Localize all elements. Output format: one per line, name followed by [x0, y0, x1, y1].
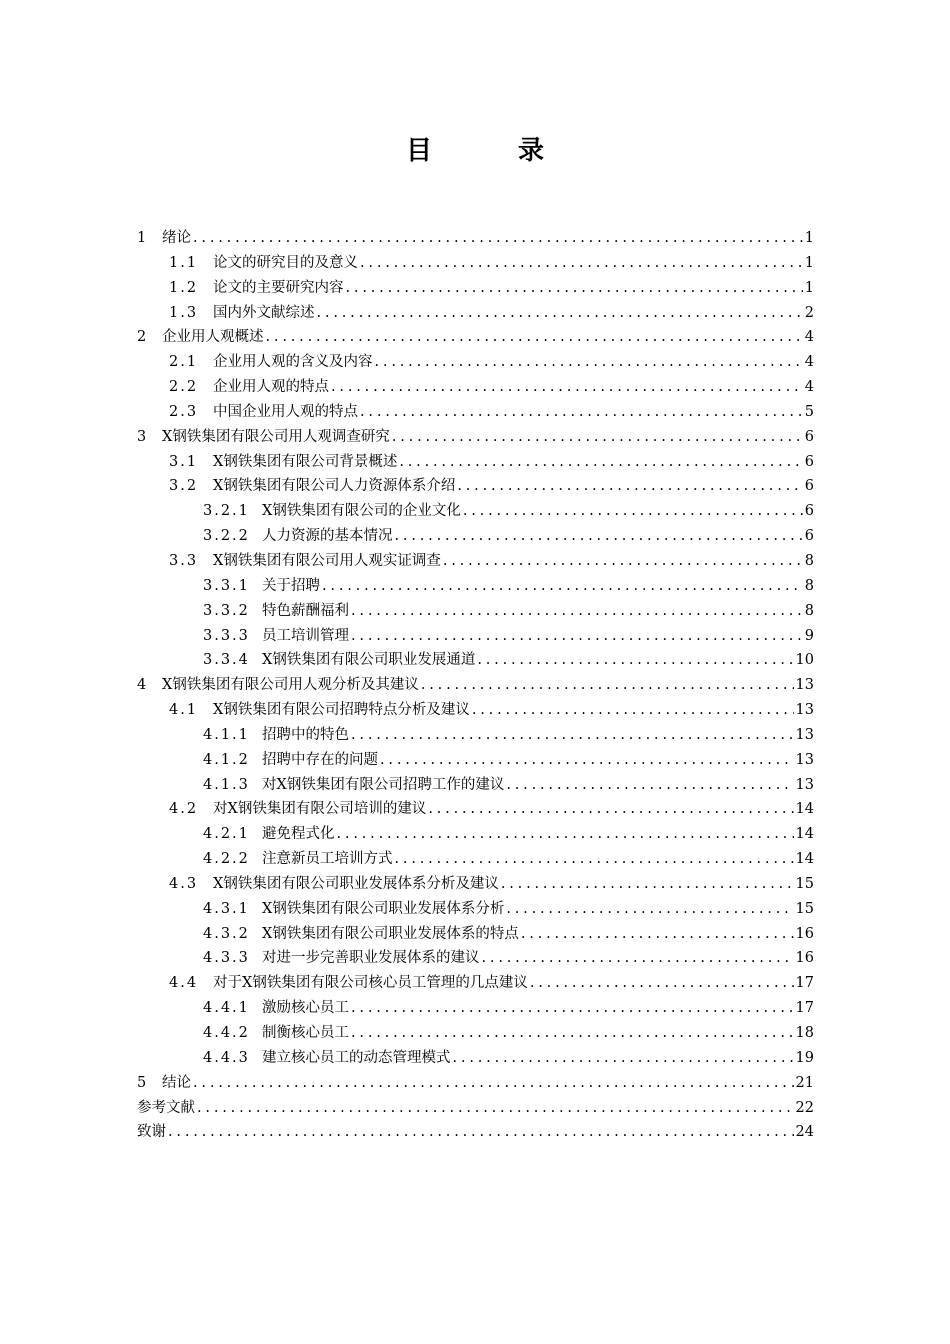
toc-entry-number: 4: [137, 677, 149, 694]
toc-dot-leader: [457, 474, 802, 499]
toc-dot-leader: [375, 350, 803, 375]
toc-dot-leader: [395, 524, 803, 549]
toc-dot-leader: [351, 599, 803, 624]
toc-dot-leader: [168, 1120, 794, 1145]
toc-entry-title: 员工培训管理: [262, 627, 349, 644]
toc-entry[interactable]: [137, 847, 814, 872]
toc-entry-title: X钢铁集团有限公司的企业文化: [262, 503, 461, 520]
toc-entry-page-number: 1: [804, 279, 814, 296]
toc-dot-leader: [360, 400, 803, 425]
toc-entry[interactable]: [137, 698, 814, 723]
toc-entry-number: 3.2.1: [203, 503, 250, 520]
toc-entry-number: 1.3: [169, 304, 199, 321]
toc-entry-number: 4.3: [169, 875, 199, 892]
toc-dot-leader: [322, 574, 803, 599]
toc-entry[interactable]: [137, 1120, 814, 1145]
toc-dot-leader: [482, 946, 794, 971]
toc-entry-number: 5: [137, 1074, 149, 1091]
toc-dot-leader: [193, 1071, 794, 1096]
toc-entry-page-number: 13: [795, 702, 814, 719]
toc-dot-leader: [501, 872, 794, 897]
toc-entry-number: 2: [137, 329, 149, 346]
toc-entry-number: 4.4.2: [203, 1025, 250, 1041]
toc-entry-title: X钢铁集团有限公司招聘特点分析及建议: [213, 702, 470, 719]
toc-entry-title: X钢铁集团有限公司用人观分析及其建议: [162, 677, 419, 694]
toc-dot-leader: [331, 375, 803, 400]
toc-entry[interactable]: [137, 922, 814, 947]
toc-entry[interactable]: [137, 673, 814, 698]
toc-entry-page-number: 15: [795, 900, 814, 917]
toc-entry-page-number: 4: [804, 329, 814, 346]
toc-entry-page-number: 4: [804, 354, 814, 371]
toc-entry-page-number: 10: [795, 652, 814, 669]
toc-entry-page-number: 6: [804, 453, 814, 470]
toc-entry[interactable]: [137, 251, 814, 276]
toc-entry-page-number: 8: [804, 602, 814, 619]
toc-entry[interactable]: [137, 822, 814, 847]
toc-entry-page-number: 9: [804, 627, 814, 644]
toc-entry-title: 结论: [162, 1074, 191, 1091]
toc-entry[interactable]: [137, 599, 814, 624]
toc-entry-title: 企业用人观的含义及内容: [213, 354, 373, 371]
toc-entry-number: 3: [137, 428, 149, 445]
toc-entry-number: 3.1: [169, 453, 199, 470]
toc-entry-page-number: 17: [795, 975, 814, 992]
toc-entry[interactable]: [137, 549, 814, 574]
toc-entry-page-number: 4: [804, 379, 814, 396]
toc-entry-page-number: 13: [795, 726, 814, 743]
toc-dot-leader: [463, 499, 803, 524]
toc-entry-number: 4.1: [169, 702, 199, 719]
toc-dot-leader: [443, 549, 803, 574]
toc-dot-leader: [351, 624, 803, 649]
toc-entry[interactable]: [137, 450, 814, 475]
page-title: 目 录: [405, 136, 574, 166]
toc-entry[interactable]: [137, 474, 814, 499]
toc-entry-title: 对X钢铁集团有限公司招聘工作的建议: [262, 776, 505, 793]
toc-dot-leader: [395, 847, 794, 872]
toc-dot-leader: [421, 673, 794, 698]
toc-entry[interactable]: [137, 425, 814, 450]
toc-entry-title: 论文的研究目的及意义: [213, 254, 358, 271]
toc-entry-number: 3.3.2: [203, 602, 250, 619]
toc-entry-page-number: 13: [795, 677, 814, 694]
toc-dot-leader: [351, 723, 794, 748]
toc-entry-title: X钢铁集团有限公司职业发展体系分析及建议: [213, 875, 499, 892]
toc-entry[interactable]: [137, 723, 814, 748]
toc-entry-number: 3.2.2: [203, 528, 250, 545]
toc-entry-page-number: 13: [795, 751, 814, 768]
toc-entry-title: 制衡核心员工: [262, 1025, 349, 1041]
toc-entry-number: 1.1: [169, 254, 199, 271]
toc-entry-number: 4.1.1: [203, 726, 250, 743]
toc-entry[interactable]: [137, 400, 814, 425]
toc-entry-number: 2.3: [169, 403, 199, 420]
toc-entry[interactable]: [137, 1021, 814, 1046]
toc-entry-number: 4.4.1: [203, 1000, 250, 1017]
toc-entry-number: 3.3.4: [203, 652, 250, 669]
toc-entry[interactable]: [137, 648, 814, 673]
toc-dot-leader: [428, 797, 793, 822]
toc-entry-page-number: 1: [804, 230, 814, 246]
toc-entry[interactable]: [137, 301, 814, 326]
toc-entry-number: 1.2: [169, 279, 199, 296]
toc-entry-page-number: 21: [795, 1074, 814, 1091]
toc-entry-title: 参考文献: [137, 1099, 195, 1116]
toc-dot-leader: [266, 325, 803, 350]
toc-dot-leader: [399, 450, 802, 475]
toc-entry-title: X钢铁集团有限公司职业发展通道: [262, 652, 476, 669]
toc-entry[interactable]: [137, 226, 814, 251]
toc-entry-number: 4.3.3: [203, 950, 250, 967]
toc-entry-number: 3.3.1: [203, 577, 250, 594]
toc-entry-number: 4.4.3: [203, 1049, 250, 1066]
toc-entry-page-number: 18: [795, 1025, 814, 1041]
toc-dot-leader: [360, 251, 803, 276]
toc-entry-number: 4.4: [169, 975, 199, 992]
toc-entry-title: 中国企业用人观的特点: [213, 403, 358, 420]
toc-dot-leader: [317, 301, 803, 326]
toc-dot-leader: [453, 1046, 794, 1071]
toc-entry[interactable]: [137, 971, 814, 996]
toc-entry-title: 对于X钢铁集团有限公司核心员工管理的几点建议: [213, 975, 528, 992]
toc-entry[interactable]: [137, 276, 814, 301]
toc-entry[interactable]: [137, 996, 814, 1021]
toc-entry-page-number: 14: [795, 851, 814, 868]
toc-dot-leader: [380, 748, 794, 773]
toc-dot-leader: [506, 897, 793, 922]
table-of-contents: [137, 226, 814, 1145]
toc-entry-number: 4.2: [169, 801, 199, 818]
toc-entry[interactable]: [137, 499, 814, 524]
toc-entry-title: 致谢: [137, 1124, 166, 1141]
toc-entry-title: 招聘中的特色: [262, 726, 349, 743]
toc-entry-number: 3.3.3: [203, 627, 250, 644]
toc-entry-title: X钢铁集团有限公司职业发展体系的特点: [262, 925, 519, 942]
toc-entry[interactable]: [137, 946, 814, 971]
toc-entry-title: X钢铁集团有限公司背景概述: [213, 453, 398, 470]
toc-entry-number: 4.1.3: [203, 776, 250, 793]
toc-entry[interactable]: [137, 574, 814, 599]
toc-entry-title: 绪论: [162, 230, 191, 246]
toc-entry-page-number: 8: [804, 577, 814, 594]
toc-entry[interactable]: [137, 524, 814, 549]
toc-entry[interactable]: [137, 748, 814, 773]
toc-dot-leader: [193, 226, 803, 251]
toc-dot-leader: [337, 822, 794, 847]
toc-entry[interactable]: [137, 1046, 814, 1071]
toc-entry-title: 对进一步完善职业发展体系的建议: [262, 950, 480, 967]
toc-entry-title: 国内外文献综述: [213, 304, 315, 321]
toc-entry-page-number: 14: [795, 801, 814, 818]
toc-dot-leader: [477, 648, 793, 673]
toc-entry-number: 3.2: [169, 478, 199, 495]
toc-entry-page-number: 24: [795, 1124, 814, 1141]
toc-dot-leader: [530, 971, 794, 996]
toc-entry-title: 激励核心员工: [262, 1000, 349, 1017]
toc-entry-title: 论文的主要研究内容: [213, 279, 344, 296]
toc-entry-number: 4.1.2: [203, 751, 250, 768]
toc-entry-page-number: 16: [795, 925, 814, 942]
toc-entry-title: 招聘中存在的问题: [262, 751, 378, 768]
toc-dot-leader: [197, 1096, 794, 1121]
toc-entry-title: X钢铁集团有限公司用人观调查研究: [162, 428, 390, 445]
toc-entry-page-number: 8: [804, 552, 814, 569]
toc-entry-number: 4.3.1: [203, 900, 250, 917]
toc-dot-leader: [521, 922, 794, 947]
toc-entry-title: 建立核心员工的动态管理模式: [262, 1049, 451, 1066]
toc-dot-leader: [351, 1021, 794, 1046]
toc-entry[interactable]: [137, 624, 814, 649]
toc-entry-title: 人力资源的基本情况: [262, 528, 393, 545]
toc-dot-leader: [506, 773, 793, 798]
toc-entry-title: X钢铁集团有限公司人力资源体系介绍: [213, 478, 456, 495]
toc-entry-title: 关于招聘: [262, 577, 320, 594]
toc-entry-page-number: 5: [804, 403, 814, 420]
toc-entry-page-number: 22: [795, 1099, 814, 1116]
toc-entry[interactable]: [137, 1071, 814, 1096]
toc-entry-number: 4.2.1: [203, 826, 250, 843]
toc-entry-page-number: 13: [795, 776, 814, 793]
toc-entry-page-number: 6: [804, 478, 814, 495]
toc-entry-page-number: 6: [804, 503, 814, 520]
toc-entry-page-number: 17: [795, 1000, 814, 1017]
toc-entry-title: 注意新员工培训方式: [262, 851, 393, 868]
toc-entry-title: X钢铁集团有限公司职业发展体系分析: [262, 900, 505, 917]
toc-entry-page-number: 1: [804, 254, 814, 271]
toc-entry[interactable]: [137, 897, 814, 922]
toc-entry-number: 2.2: [169, 379, 199, 396]
toc-entry[interactable]: [137, 375, 814, 400]
toc-dot-leader: [351, 996, 794, 1021]
toc-dot-leader: [472, 698, 794, 723]
toc-entry-number: 2.1: [169, 354, 199, 371]
toc-entry-title: 企业用人观概述: [162, 329, 264, 346]
toc-entry[interactable]: [137, 350, 814, 375]
toc-entry-title: 避免程式化: [262, 826, 335, 843]
toc-entry-title: X钢铁集团有限公司用人观实证调查: [213, 552, 441, 569]
toc-entry-title: 对X钢铁集团有限公司培训的建议: [213, 801, 427, 818]
toc-dot-leader: [346, 276, 803, 301]
toc-entry-page-number: 2: [804, 304, 814, 321]
toc-entry-page-number: 6: [804, 428, 814, 445]
toc-entry-title: 特色薪酬福利: [262, 602, 349, 619]
toc-entry-page-number: 15: [795, 875, 814, 892]
toc-entry-page-number: 19: [795, 1049, 814, 1066]
toc-entry-title: 企业用人观的特点: [213, 379, 329, 396]
toc-entry-page-number: 6: [804, 528, 814, 545]
toc-entry-number: 3.3: [169, 552, 199, 569]
toc-entry[interactable]: [137, 1096, 814, 1121]
toc-dot-leader: [392, 425, 803, 450]
toc-entry-number: 1: [137, 230, 149, 246]
toc-entry-number: 4.3.2: [203, 925, 250, 942]
toc-entry-page-number: 16: [795, 950, 814, 967]
toc-entry[interactable]: [137, 872, 814, 897]
toc-entry[interactable]: [137, 773, 814, 798]
toc-entry-page-number: 14: [795, 826, 814, 843]
toc-entry[interactable]: [137, 797, 814, 822]
toc-entry[interactable]: [137, 325, 814, 350]
toc-entry-number: 4.2.2: [203, 851, 250, 868]
